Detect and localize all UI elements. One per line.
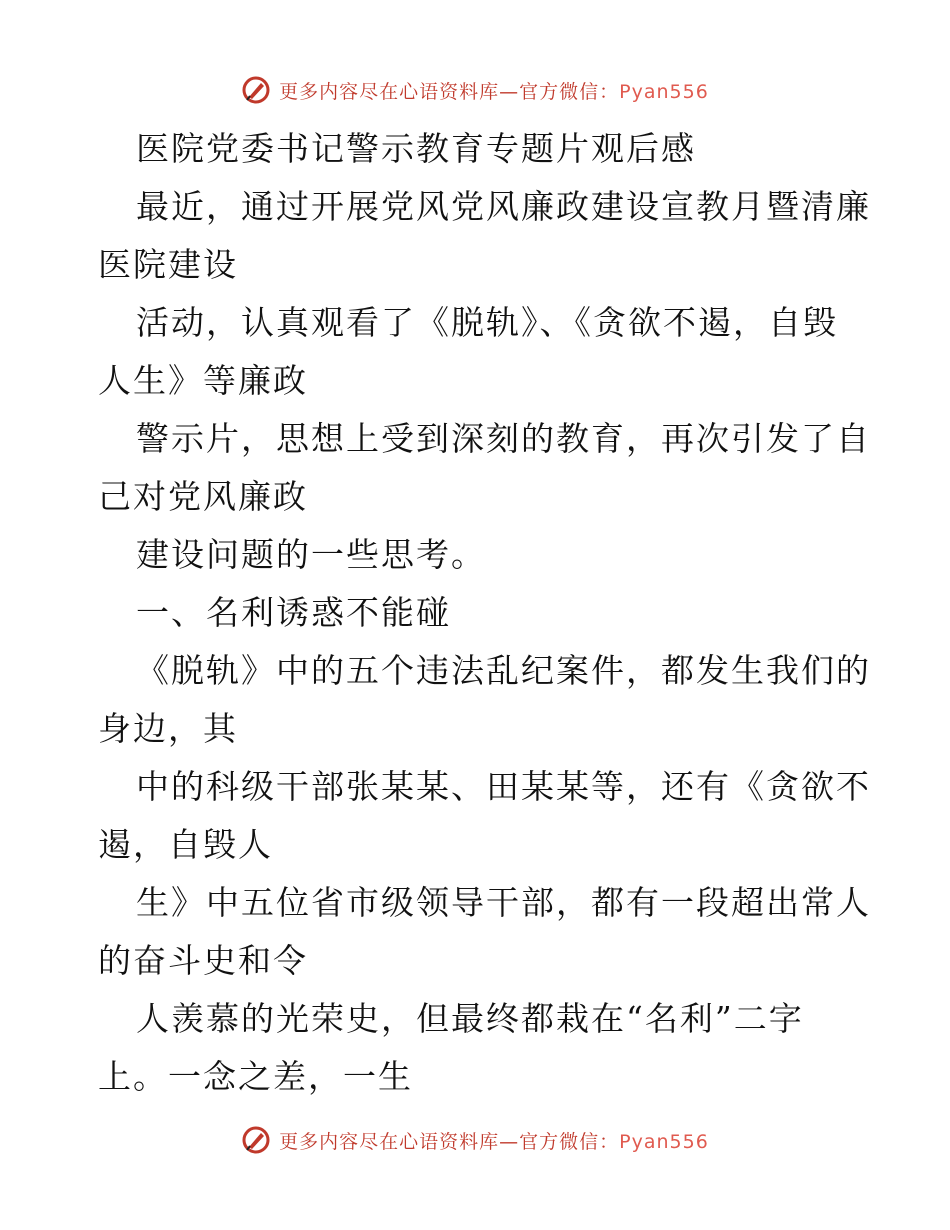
document-title: 医院党委书记警示教育专题片观后感 — [136, 129, 696, 168]
footer-watermark — [0, 1120, 950, 1160]
paragraph-line: 身边，其 — [98, 709, 238, 748]
paragraph-line: 医院建设 — [98, 245, 238, 284]
paragraph-line: 中的科级干部张某某、田某某等，还有《贪欲不 — [136, 767, 871, 806]
quill-logo-icon — [241, 1125, 271, 1155]
header-watermark — [0, 70, 950, 110]
paragraph-line: 人羡慕的光荣史，但最终都栽在“名利”二字 — [136, 999, 804, 1038]
watermark-account: Pyan556 — [619, 1130, 709, 1153]
paragraph-line: 《脱轨》中的五个违法乱纪案件，都发生我们的 — [136, 651, 871, 690]
quill-logo-icon — [241, 75, 271, 105]
paragraph-line: 遏，自毁人 — [98, 825, 273, 864]
paragraph-line: 警示片，思想上受到深刻的教育，再次引发了自 — [136, 419, 871, 458]
paragraph-line: 建设问题的一些思考。 — [136, 535, 486, 574]
watermark-text: 更多内容尽在心语资料库—官方微信：Pyan556 — [279, 80, 709, 103]
watermark-account: Pyan556 — [619, 80, 709, 103]
paragraph-line: 活动，认真观看了《脱轨》、《贪欲不遏，自毁 — [136, 303, 838, 342]
watermark-text: 更多内容尽在心语资料库—官方微信：Pyan556 — [279, 1130, 709, 1153]
paragraph-line: 生》中五位省市级领导干部，都有一段超出常人 — [136, 883, 871, 922]
paragraph-line: 上。一念之差，一生 — [98, 1057, 413, 1096]
paragraph-line: 最近，通过开展党风党风廉政建设宣教月暨清廉 — [136, 187, 871, 226]
document-body — [98, 120, 871, 1106]
paragraph-line: 的奋斗史和令 — [98, 941, 308, 980]
paragraph-line: 己对党风廉政 — [98, 477, 308, 516]
paragraph-line: 人生》等廉政 — [98, 361, 308, 400]
section-heading: 一、名利诱惑不能碰 — [136, 593, 451, 632]
